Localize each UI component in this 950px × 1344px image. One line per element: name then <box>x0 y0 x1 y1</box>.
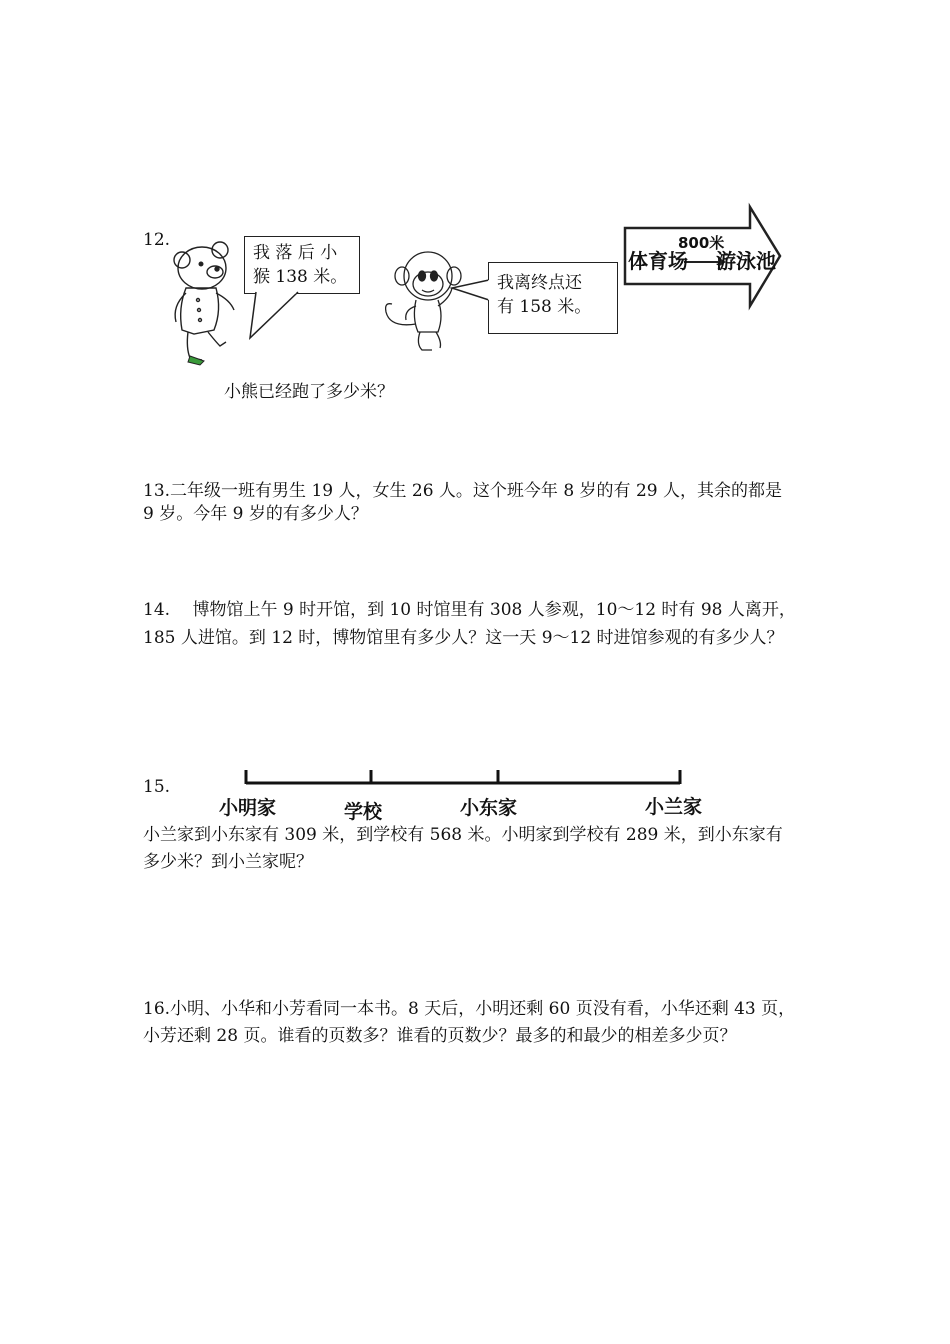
q13-line2: 9 岁。今年 9 岁的有多少人？ <box>143 504 368 524</box>
bear-illustration <box>168 238 248 368</box>
sign-left-label: 体育场 <box>628 249 688 273</box>
bear-bubble-line2: 猴 138 米。 <box>253 267 348 287</box>
q12-question: 小熊已经跑了多少米？ <box>224 382 394 402</box>
q12-number: 12. <box>143 230 171 250</box>
q15-line2: 多少米？到小兰家呢？ <box>143 852 313 872</box>
label-school: 学校 <box>344 801 383 823</box>
label-xiaoming-home: 小明家 <box>219 797 277 819</box>
label-xiaodong-home: 小东家 <box>460 797 518 819</box>
q15-line1: 小兰家到小东家有 309 米，到学校有 568 米。小明家到学校有 289 米，到小东家有 <box>143 825 783 845</box>
q16-line2: 小芳还剩 28 页。谁看的页数多？谁看的页数少？最多的和最少的相差多少页？ <box>143 1026 737 1046</box>
monkey-bubble-tail <box>452 278 492 304</box>
q13-line1: 13.二年级一班有男生 19 人，女生 26 人。这个班今年 8 岁的有 29 人，其余的都是 <box>143 481 782 501</box>
q15-number: 15. <box>143 777 171 797</box>
bear-speech-bubble <box>244 236 360 294</box>
bear-bubble-tail <box>246 292 306 342</box>
sign-right-label: 游泳池 <box>716 249 776 273</box>
q14-line2: 185 人进馆。到 12 时，博物馆里有多少人？这一天 9～12 时进馆参观的有多少人？ <box>143 628 784 648</box>
sign-distance-label: 800米 <box>678 234 725 252</box>
q16-line1: 16.小明、小华和小芳看同一本书。8 天后，小明还剩 60 页没有看，小华还剩 43 页， <box>143 999 796 1019</box>
bear-bubble-line1: 我 落 后 小 <box>253 243 338 263</box>
q14-line1: 14. 博物馆上午 9 时开馆，到 10 时馆里有 308 人参观，10～12 时有 98 人离开， <box>143 600 796 620</box>
label-xiaolan-home: 小兰家 <box>645 796 703 818</box>
monkey-speech-bubble <box>488 262 618 334</box>
monkey-bubble-line1: 我离终点还 <box>497 273 582 293</box>
route-line-diagram <box>240 766 686 790</box>
monkey-bubble-line2: 有 158 米。 <box>497 297 592 317</box>
